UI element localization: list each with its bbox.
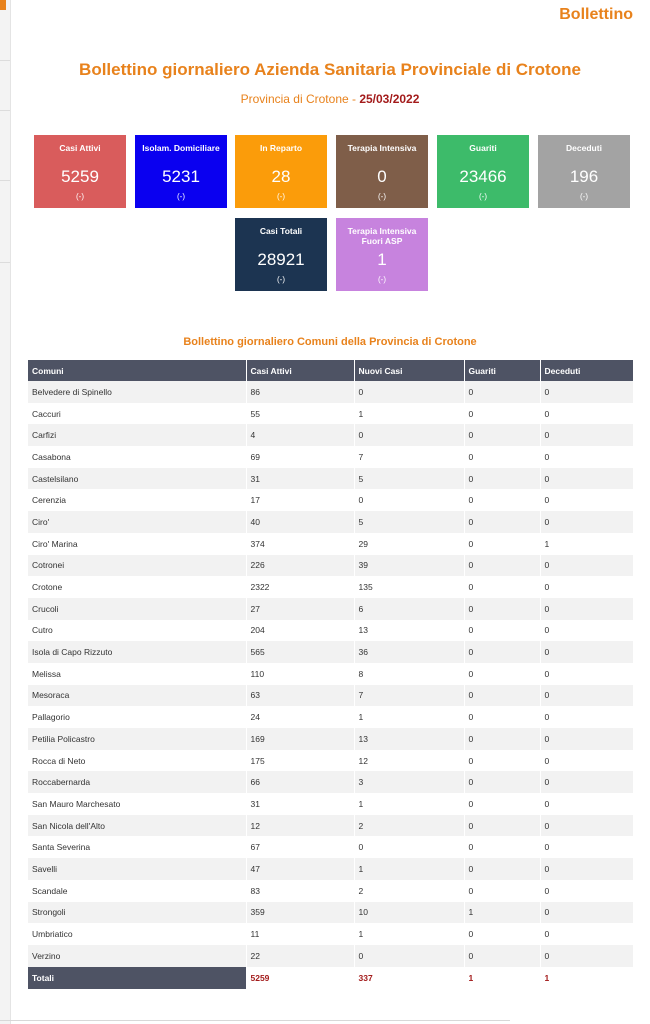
cell-deceduti: 0 [540, 923, 633, 945]
cell-nuovi-casi: 7 [354, 685, 464, 707]
cell-deceduti: 0 [540, 576, 633, 598]
totals-deceduti: 1 [540, 967, 633, 989]
cell-guariti: 0 [464, 533, 540, 555]
cell-casi-attivi: 2322 [246, 576, 354, 598]
cell-comune: San Mauro Marchesato [28, 793, 246, 815]
cell-nuovi-casi: 13 [354, 620, 464, 642]
table-row [28, 771, 633, 793]
cell-deceduti: 0 [540, 511, 633, 533]
card-in-reparto [235, 135, 327, 208]
card-casi-attivi [34, 135, 126, 208]
cell-comune: Cutro [28, 620, 246, 642]
cell-comune: Roccabernarda [28, 771, 246, 793]
table-row [28, 555, 633, 577]
table-row [28, 576, 633, 598]
cell-guariti: 0 [464, 598, 540, 620]
card-label: Deceduti [566, 143, 602, 153]
cell-nuovi-casi: 0 [354, 489, 464, 511]
cell-guariti: 0 [464, 403, 540, 425]
cell-guariti: 0 [464, 576, 540, 598]
cell-comune: Scandale [28, 880, 246, 902]
cell-comune: Savelli [28, 858, 246, 880]
cell-deceduti: 0 [540, 815, 633, 837]
card-value: 0 [377, 167, 387, 186]
card-value: 5259 [61, 167, 99, 186]
cell-casi-attivi: 31 [246, 468, 354, 490]
cell-nuovi-casi: 10 [354, 902, 464, 924]
cell-casi-attivi: 55 [246, 403, 354, 425]
table-row [28, 663, 633, 685]
table-row [28, 902, 633, 924]
cell-guariti: 0 [464, 706, 540, 728]
cell-deceduti: 0 [540, 685, 633, 707]
sidebar-divider [0, 180, 10, 181]
cell-guariti: 0 [464, 880, 540, 902]
table-row [28, 750, 633, 772]
card-value: 1 [377, 250, 387, 269]
cell-deceduti: 0 [540, 663, 633, 685]
cell-casi-attivi: 4 [246, 424, 354, 446]
cell-nuovi-casi: 36 [354, 641, 464, 663]
cell-guariti: 0 [464, 555, 540, 577]
card-change: (-) [76, 192, 84, 201]
totals-label: Totali [28, 967, 246, 989]
card-terapia-intensiva-fuori-asp [336, 218, 428, 291]
cell-deceduti: 0 [540, 641, 633, 663]
cell-casi-attivi: 24 [246, 706, 354, 728]
card-casi-totali [235, 218, 327, 291]
cell-guariti: 0 [464, 945, 540, 967]
table-row [28, 381, 633, 403]
page-heading-bollettino: Bollettino [559, 6, 633, 23]
table-row [28, 880, 633, 902]
cell-guariti: 1 [464, 902, 540, 924]
cell-comune: Mesoraca [28, 685, 246, 707]
cell-deceduti: 0 [540, 750, 633, 772]
cell-comune: Cerenzia [28, 489, 246, 511]
cell-deceduti: 1 [540, 533, 633, 555]
cell-casi-attivi: 27 [246, 598, 354, 620]
card-label: Casi Totali [259, 226, 303, 236]
cell-casi-attivi: 22 [246, 945, 354, 967]
totals-guariti: 1 [464, 967, 540, 989]
cell-deceduti: 0 [540, 381, 633, 403]
cell-nuovi-casi: 0 [354, 424, 464, 446]
cell-nuovi-casi: 5 [354, 511, 464, 533]
cell-casi-attivi: 83 [246, 880, 354, 902]
cell-comune: Petilia Policastro [28, 728, 246, 750]
table-row [28, 836, 633, 858]
cell-nuovi-casi: 8 [354, 663, 464, 685]
cell-comune: Santa Severina [28, 836, 246, 858]
card-value: 5231 [162, 167, 200, 186]
page-title: Bollettino giornaliero Azienda Sanitaria Provinciale di Crotone [79, 60, 581, 79]
cell-deceduti: 0 [540, 403, 633, 425]
cell-casi-attivi: 12 [246, 815, 354, 837]
cell-nuovi-casi: 2 [354, 880, 464, 902]
cell-guariti: 0 [464, 489, 540, 511]
table-row [28, 446, 633, 468]
card-change: (-) [378, 192, 386, 201]
sidebar-divider [0, 110, 10, 111]
left-sidebar-edge [0, 0, 11, 1024]
cell-nuovi-casi: 1 [354, 858, 464, 880]
cell-guariti: 0 [464, 728, 540, 750]
cell-comune: Casabona [28, 446, 246, 468]
subtitle-province: Provincia di Crotone - [240, 92, 360, 106]
table-row [28, 424, 633, 446]
header-comuni: Comuni [28, 360, 246, 381]
cell-comune: Umbriatico [28, 923, 246, 945]
card-label: Guariti [469, 143, 497, 153]
cell-deceduti: 0 [540, 858, 633, 880]
cell-casi-attivi: 204 [246, 620, 354, 642]
cell-casi-attivi: 47 [246, 858, 354, 880]
cell-nuovi-casi: 0 [354, 381, 464, 403]
cell-casi-attivi: 175 [246, 750, 354, 772]
cell-guariti: 0 [464, 815, 540, 837]
table-row [28, 858, 633, 880]
cell-comune: Belvedere di Spinello [28, 381, 246, 403]
cell-nuovi-casi: 1 [354, 706, 464, 728]
table-header-row [28, 360, 633, 381]
table-row [28, 489, 633, 511]
table-row [28, 511, 633, 533]
cell-casi-attivi: 86 [246, 381, 354, 403]
footer-divider [0, 1020, 510, 1021]
card-change: (-) [277, 275, 285, 284]
table-title: Bollettino giornaliero Comuni della Provincia di Crotone [183, 336, 477, 348]
table-row [28, 598, 633, 620]
cell-guariti: 0 [464, 381, 540, 403]
card-value: 23466 [459, 167, 507, 186]
cell-guariti: 0 [464, 641, 540, 663]
cell-casi-attivi: 11 [246, 923, 354, 945]
table-row [28, 945, 633, 967]
table-row [28, 533, 633, 555]
bulletin-date: 25/03/2022 [359, 92, 420, 106]
cell-comune: Melissa [28, 663, 246, 685]
cell-comune: Isola di Capo Rizzuto [28, 641, 246, 663]
table-row [28, 685, 633, 707]
cell-comune: Ciro' [28, 511, 246, 533]
card-value: 28921 [257, 250, 305, 269]
table-row [28, 403, 633, 425]
cell-comune: Caccuri [28, 403, 246, 425]
cell-guariti: 0 [464, 620, 540, 642]
cell-casi-attivi: 67 [246, 836, 354, 858]
cell-deceduti: 0 [540, 468, 633, 490]
card-label: Isolam. Domiciliare [142, 143, 220, 153]
cell-comune: Crotone [28, 576, 246, 598]
cell-nuovi-casi: 135 [354, 576, 464, 598]
table-row [28, 641, 633, 663]
cell-nuovi-casi: 39 [354, 555, 464, 577]
header-casi-attivi: Casi Attivi [246, 360, 354, 381]
card-deceduti [538, 135, 630, 208]
cell-casi-attivi: 66 [246, 771, 354, 793]
card-change: (-) [177, 192, 185, 201]
sidebar-accent [0, 0, 6, 10]
table-row [28, 468, 633, 490]
cell-comune: Cotronei [28, 555, 246, 577]
table-row [28, 923, 633, 945]
cell-comune: Pallagorio [28, 706, 246, 728]
cell-nuovi-casi: 29 [354, 533, 464, 555]
cell-nuovi-casi: 1 [354, 403, 464, 425]
cell-guariti: 0 [464, 424, 540, 446]
cell-guariti: 0 [464, 793, 540, 815]
cell-nuovi-casi: 2 [354, 815, 464, 837]
cell-casi-attivi: 17 [246, 489, 354, 511]
cell-casi-attivi: 40 [246, 511, 354, 533]
table-row [28, 728, 633, 750]
card-change: (-) [277, 192, 285, 201]
cell-comune: San Nicola dell'Alto [28, 815, 246, 837]
cell-deceduti: 0 [540, 902, 633, 924]
cell-casi-attivi: 169 [246, 728, 354, 750]
table-row [28, 706, 633, 728]
cell-comune: Rocca di Neto [28, 750, 246, 772]
header-deceduti: Deceduti [540, 360, 633, 381]
cell-deceduti: 0 [540, 793, 633, 815]
cell-comune: Verzino [28, 945, 246, 967]
cell-casi-attivi: 110 [246, 663, 354, 685]
cell-nuovi-casi: 1 [354, 923, 464, 945]
cell-casi-attivi: 226 [246, 555, 354, 577]
cell-nuovi-casi: 0 [354, 836, 464, 858]
cell-deceduti: 0 [540, 880, 633, 902]
page-subtitle [0, 92, 650, 106]
cell-deceduti: 0 [540, 620, 633, 642]
cell-guariti: 0 [464, 858, 540, 880]
cell-guariti: 0 [464, 771, 540, 793]
card-label: Casi Attivi [59, 143, 101, 153]
cell-comune: Strongoli [28, 902, 246, 924]
totals-row [28, 967, 633, 989]
cell-guariti: 0 [464, 923, 540, 945]
cell-nuovi-casi: 12 [354, 750, 464, 772]
cell-guariti: 0 [464, 511, 540, 533]
card-value: 28 [271, 167, 291, 186]
cell-deceduti: 0 [540, 446, 633, 468]
cell-nuovi-casi: 1 [354, 793, 464, 815]
table-row [28, 793, 633, 815]
table-row [28, 815, 633, 837]
cell-comune: Castelsilano [28, 468, 246, 490]
cell-comune: Ciro' Marina [28, 533, 246, 555]
card-change: (-) [580, 192, 588, 201]
cell-comune: Carfizi [28, 424, 246, 446]
comuni-table [28, 360, 634, 989]
totals-casi-attivi: 5259 [246, 967, 354, 989]
card-terapia-intensiva [336, 135, 428, 208]
card-label: Terapia Intensiva Fuori ASP [347, 226, 417, 246]
cell-comune: Crucoli [28, 598, 246, 620]
header-guariti: Guariti [464, 360, 540, 381]
cell-nuovi-casi: 0 [354, 945, 464, 967]
totals-nuovi-casi: 337 [354, 967, 464, 989]
table-row [28, 620, 633, 642]
cell-casi-attivi: 69 [246, 446, 354, 468]
cell-casi-attivi: 374 [246, 533, 354, 555]
card-guariti [437, 135, 529, 208]
cell-casi-attivi: 63 [246, 685, 354, 707]
cell-casi-attivi: 359 [246, 902, 354, 924]
cell-nuovi-casi: 7 [354, 446, 464, 468]
card-change: (-) [479, 192, 487, 201]
card-value: 196 [569, 167, 599, 186]
cell-guariti: 0 [464, 663, 540, 685]
cell-casi-attivi: 565 [246, 641, 354, 663]
cell-deceduti: 0 [540, 836, 633, 858]
card-label: In Reparto [259, 143, 303, 153]
cell-nuovi-casi: 6 [354, 598, 464, 620]
cell-deceduti: 0 [540, 489, 633, 511]
cell-deceduti: 0 [540, 598, 633, 620]
cell-guariti: 0 [464, 836, 540, 858]
cell-deceduti: 0 [540, 555, 633, 577]
card-label: Terapia Intensiva [347, 143, 417, 153]
cell-nuovi-casi: 5 [354, 468, 464, 490]
cell-nuovi-casi: 3 [354, 771, 464, 793]
cell-deceduti: 0 [540, 706, 633, 728]
cell-deceduti: 0 [540, 945, 633, 967]
sidebar-divider [0, 262, 10, 263]
header-nuovi-casi: Nuovi Casi [354, 360, 464, 381]
cell-deceduti: 0 [540, 771, 633, 793]
cell-guariti: 0 [464, 685, 540, 707]
cell-guariti: 0 [464, 750, 540, 772]
cell-guariti: 0 [464, 446, 540, 468]
cell-nuovi-casi: 13 [354, 728, 464, 750]
card-isolamento-domiciliare [135, 135, 227, 208]
card-change: (-) [378, 275, 386, 284]
cell-deceduti: 0 [540, 424, 633, 446]
cell-guariti: 0 [464, 468, 540, 490]
cell-deceduti: 0 [540, 728, 633, 750]
cell-casi-attivi: 31 [246, 793, 354, 815]
